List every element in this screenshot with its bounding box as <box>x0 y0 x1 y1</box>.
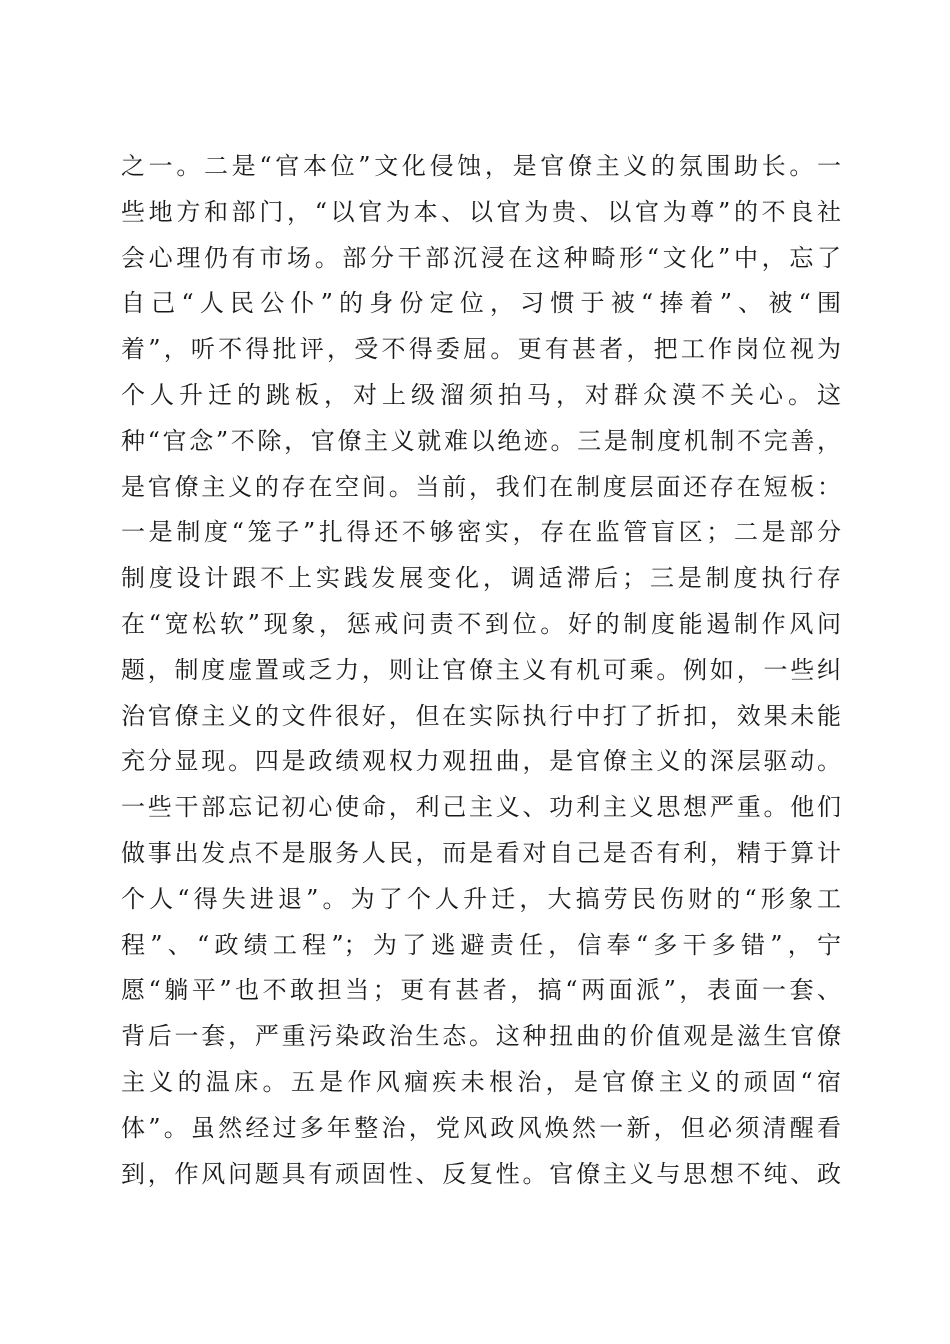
text-line: 着”，听不得批评，受不得委屈。更有甚者，把工作岗位视为 <box>121 335 841 364</box>
text-line: 充分显现。四是政绩观权力观扭曲，是官僚主义的深层驱动。 <box>121 747 841 776</box>
text-line: 个人升迁的跳板，对上级溜须拍马，对群众漠不关心。这 <box>121 380 841 409</box>
text-line: 主义的温床。五是作风痼疾未根治，是官僚主义的顽固“宿 <box>121 1067 841 1096</box>
text-line: 之一。二是“官本位”文化侵蚀，是官僚主义的氛围助长。一 <box>121 152 841 180</box>
text-line: 是官僚主义的存在空间。当前，我们在制度层面还存在短板： <box>121 472 841 501</box>
text-line: 一些干部忘记初心使命，利己主义、功利主义思想严重。他们 <box>121 793 841 822</box>
body-text <box>121 144 841 1197</box>
text-line: 在“宽松软”现象，惩戒问责不到位。好的制度能遏制作风问 <box>121 609 841 638</box>
text-line: 种“官念”不除，官僚主义就难以绝迹。三是制度机制不完善， <box>121 426 841 455</box>
text-line: 题，制度虚置或乏力，则让官僚主义有机可乘。例如，一些纠 <box>121 655 841 684</box>
text-line: 些地方和部门，“以官为本、以官为贵、以官为尊”的不良社 <box>121 197 841 226</box>
text-line: 制度设计跟不上实践发展变化，调适滞后；三是制度执行存 <box>121 564 841 593</box>
text-line: 到，作风问题具有顽固性、反复性。官僚主义与思想不纯、政 <box>121 1159 841 1188</box>
text-line: 一是制度“笼子”扎得还不够密实，存在监管盲区；二是部分 <box>121 518 841 547</box>
text-line: 治官僚主义的文件很好，但在实际执行中打了折扣，效果未能 <box>121 701 841 730</box>
text-line: 体”。虽然经过多年整治，党风政风焕然一新，但必须清醒看 <box>121 1113 841 1142</box>
text-line: 会心理仍有市场。部分干部沉浸在这种畸形“文化”中，忘了 <box>121 243 841 272</box>
text-line: 愿“躺平”也不敢担当；更有甚者，搞“两面派”，表面一套、 <box>121 976 841 1005</box>
text-line: 个人“得失进退”。为了个人升迁，大搞劳民伤财的“形象工 <box>121 884 841 913</box>
text-line: 做事出发点不是服务人民，而是看对自己是否有利，精于算计 <box>121 838 841 867</box>
text-line: 背后一套，严重污染政治生态。这种扭曲的价值观是滋生官僚 <box>121 1022 841 1051</box>
text-line: 程”、“政绩工程”；为了逃避责任，信奉“多干多错”，宁 <box>121 930 841 959</box>
text-line: 自己“人民公仆”的身份定位，习惯于被“捧着”、被“围 <box>121 289 841 318</box>
